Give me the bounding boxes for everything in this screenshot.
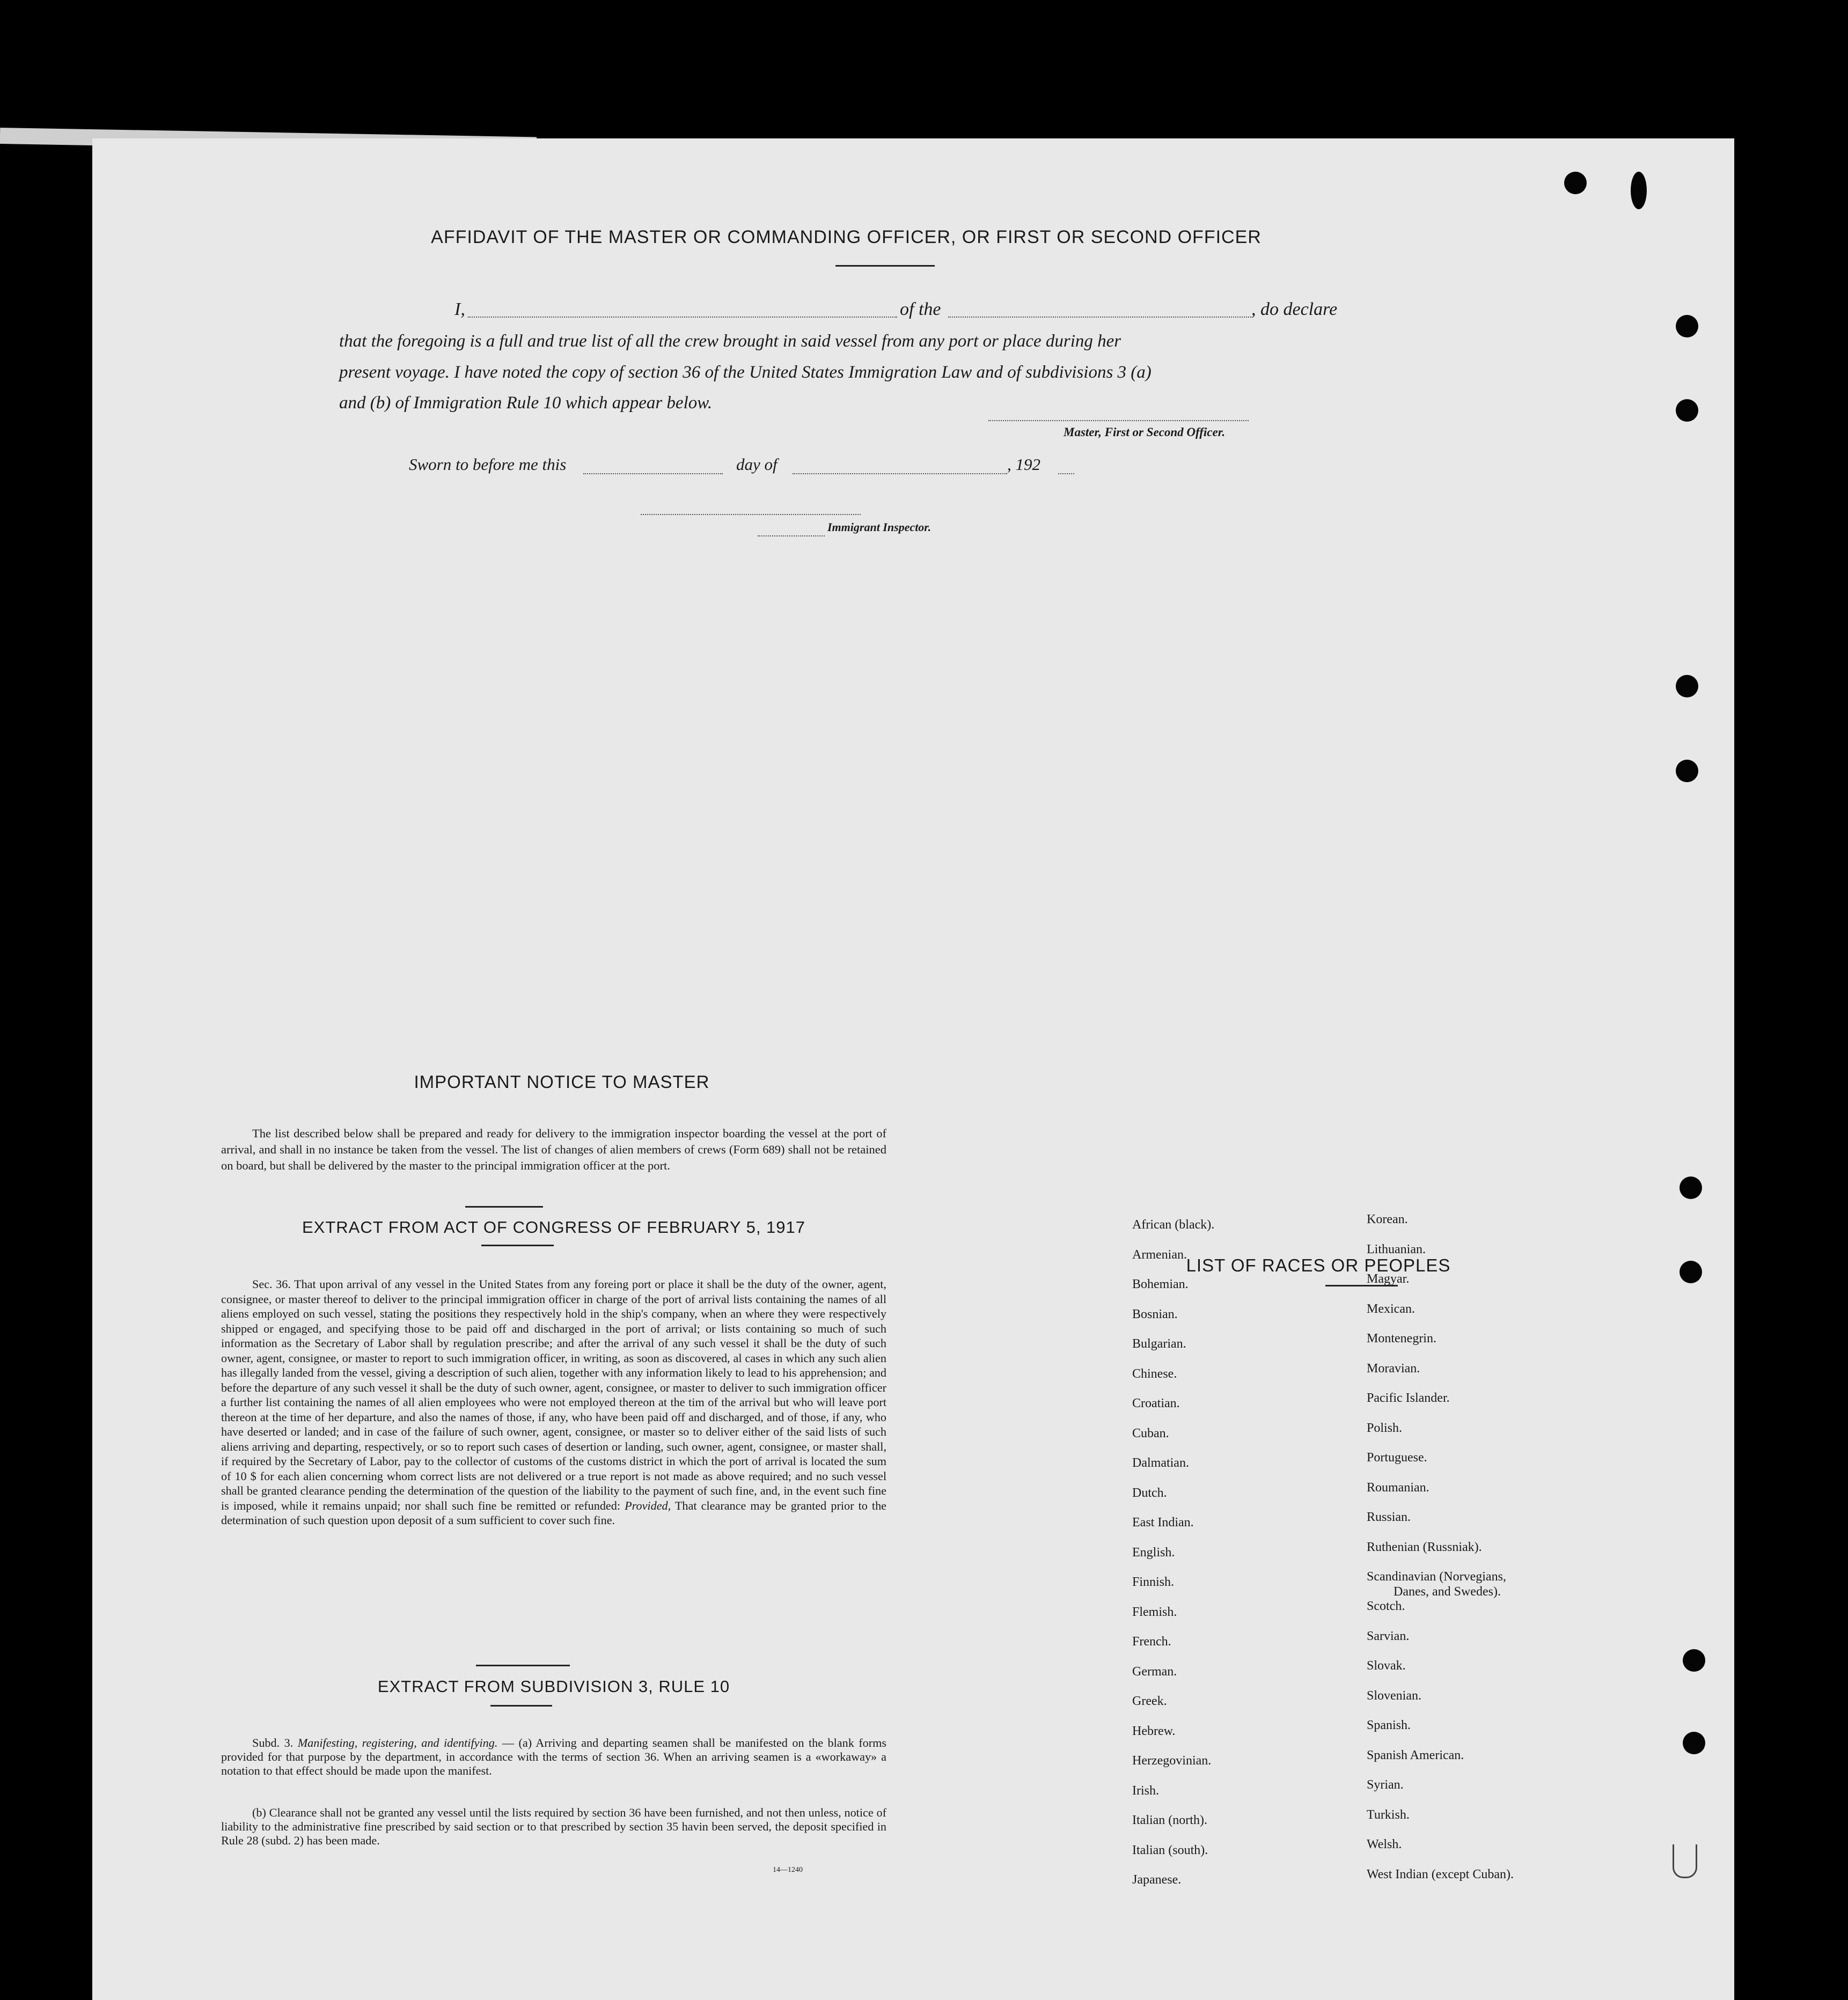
act-extract-title: EXTRACT FROM ACT OF CONGRESS OF FEBRUARY 5, 1917 [302, 1218, 806, 1237]
race-item: French. [1132, 1635, 1171, 1649]
affidavit-do-declare: , do declare [1251, 299, 1338, 319]
races-title: LIST OF RACES OR PEOPLES [1186, 1255, 1451, 1275]
punch-hole [1676, 675, 1698, 697]
race-item: Hebrew. [1132, 1724, 1176, 1738]
affidavit-title: AFFIDAVIT OF THE MASTER OR COMMANDING OFFICER, OR FIRST OR SECOND OFFICER [431, 227, 1262, 247]
notice-text: The list described below shall be prepared and ready for delivery to the immigration inspector boarding the vessel at the port of arrival, and shall in no instance be taken from the vessel. The list of changes of alien members of crews (Form 689) shall not be retained on board, but shall be delivered by the master to the principal immigration officer at the port. [221, 1127, 886, 1172]
affidavit-of-the: of the [900, 299, 941, 319]
race-item: Portuguese. [1367, 1451, 1427, 1465]
punch-hole [1676, 315, 1698, 337]
inspector-signature-line-2 [758, 535, 825, 536]
rule-extract-title: EXTRACT FROM SUBDIVISION 3, RULE 10 [377, 1677, 730, 1696]
race-item: Scotch. [1367, 1599, 1405, 1613]
day-field-line[interactable] [583, 473, 723, 474]
race-item: Irish. [1132, 1783, 1159, 1798]
race-item: Danes, and Swedes). [1394, 1585, 1501, 1599]
punch-hole [1683, 1732, 1705, 1754]
provided-word: Provided, [625, 1498, 671, 1512]
race-item: Spanish. [1367, 1718, 1411, 1732]
race-item: Armenian. [1132, 1247, 1187, 1262]
form-number: 14—1240 [773, 1866, 803, 1874]
races-right-column [1367, 1212, 1514, 1897]
affidavit-body-line: that the foregoing is a full and true list of all the crew brought in said vessel from any port or place during her [339, 332, 1121, 351]
race-item: Croatian. [1132, 1396, 1180, 1410]
race-item: Italian (south). [1132, 1843, 1208, 1857]
race-item: Herzegovinian. [1132, 1754, 1212, 1768]
race-item: Finnish. [1132, 1575, 1175, 1589]
affidavit-body-line: and (b) of Immigration Rule 10 which appear below. [339, 393, 713, 413]
title-underline [835, 265, 935, 267]
vessel-field-line[interactable] [948, 317, 1251, 318]
notice-title: IMPORTANT NOTICE TO MASTER [414, 1072, 710, 1092]
month-field-line[interactable] [793, 473, 1007, 474]
race-item: Lithuanian. [1367, 1242, 1426, 1256]
race-item: Sarvian. [1367, 1629, 1410, 1643]
affidavit-body-line: present voyage. I have noted the copy of section 36 of the United States Immigration Law and of subdivisions 3 (a) [339, 363, 1152, 382]
document-page [92, 138, 1734, 2000]
punch-hole [1683, 1649, 1705, 1672]
punch-hole [1680, 1177, 1702, 1199]
race-item: English. [1132, 1545, 1175, 1560]
race-item: Greek. [1132, 1694, 1167, 1708]
race-item: German. [1132, 1664, 1177, 1679]
punch-hole [1631, 172, 1647, 209]
races-left-column [1132, 1218, 1214, 1903]
officer-signature-caption: Master, First or Second Officer. [1064, 425, 1226, 439]
race-item: Bosnian. [1132, 1307, 1178, 1321]
rule-extract-text-b: (b) Clearance shall not be granted any vessel until the lists required by section 36 have been furnished, and not then unless, notice of liability to the administrative fine prescribed by said section or to that prescribed by section 35 havin been served, the deposit specified in Rule 28 (subd. 2) has been made. [221, 1806, 886, 1847]
year-prefix: , 192 [1007, 455, 1040, 474]
race-item: Pacific Islander. [1367, 1391, 1450, 1405]
subd-label: Subd. 3. [252, 1736, 294, 1749]
race-item: Scandinavian (Norvegians, [1367, 1570, 1506, 1584]
race-item: Welsh. [1367, 1837, 1402, 1851]
race-item: Ruthenian (Russniak). [1367, 1540, 1482, 1554]
race-item: Montenegrin. [1367, 1332, 1436, 1345]
race-item: Chinese. [1132, 1366, 1177, 1381]
race-item: Bohemian. [1132, 1277, 1189, 1291]
race-item: Russian. [1367, 1510, 1411, 1524]
officer-signature-line[interactable] [988, 420, 1249, 421]
race-item: Turkish. [1367, 1807, 1410, 1822]
race-item: Cuban. [1132, 1426, 1169, 1440]
race-item: Magyar. [1367, 1272, 1410, 1286]
race-item: Dutch. [1132, 1486, 1167, 1500]
rule-extract-text [221, 1736, 886, 1778]
race-item: Slovak. [1367, 1659, 1406, 1673]
section-label: Sec. 36. [252, 1277, 291, 1291]
race-item: Roumanian. [1367, 1480, 1429, 1495]
name-field-line[interactable] [468, 317, 897, 318]
race-item: Dalmatian. [1132, 1456, 1189, 1470]
day-of-label: day of [736, 455, 778, 474]
race-item: West Indian (except Cuban). [1367, 1867, 1514, 1881]
race-item: Italian (north). [1132, 1813, 1207, 1827]
section-body: That upon arrival of any vessel in the United States from any foreing port or place it shall be the duty of the owner, agent, consignee, or master thereof to deliver to the principal immigration officer in charge of the port of arrival lists containing the names of all aliens employed on such vessel, stating the positions they respectively hold in the ship's company, when an where they were respectively shipped or engaged, and specifying those to be paid off and discharged in the port of arrival; or lists containing so much of such information as the Secretary of Labor shall by regulation prescribe; and after the arrival of any such vessel it shall be the duty of such owner, agent, consignee, or master to report to such immigration officer, in writing, as soon as discovered, al cases in which any such alien has illegally landed from the vessel, giving a description of such alien, together with any information likely to lead to his apprehension; and before the departure of any such vessel it shall be the duty of such owner, agent, consignee, or master to deliver to such immigration officer a further list containing the names of all alien employees who were not employed thereon at the tim of the arrival but who will leave port thereon at the time of her departure, and also the names of those, if any, who have been paid off and discharged, and of those, if any, who have deserted or landed; and in case of the failure of such owner, agent, consignee, or master so to deliver either of the said lists of such aliens arriving and departing, respectively, or so to report such cases of desertion or landing, such owner, agent, consignee, or master shall, if required by the Secretary of Labor, pay to the collector of customs of the customs district in which the port of arrival is located the sum of 10 $ for each alien concerning whom correct lists are not delivered or a true report is not made as above required; and no such vessel shall be granted clearance pending the determination of the question of the liability to the payment of such fine, and, in the event such fine is imposed, while it remains unpaid; nor shall such fine be remitted or refunded: [221, 1277, 886, 1512]
year-field-line[interactable] [1058, 473, 1074, 474]
race-item: Mexican. [1367, 1302, 1415, 1316]
punch-hole [1676, 760, 1698, 782]
margin-page-mark [1673, 1844, 1697, 1878]
subd-heading: Manifesting, registering, and identifying. [297, 1736, 498, 1749]
punch-hole [1564, 172, 1587, 194]
race-item: East Indian. [1132, 1516, 1194, 1530]
race-item: Bulgarian. [1132, 1337, 1186, 1351]
sworn-prefix: Sworn to before me this [409, 455, 567, 474]
race-item: Flemish. [1132, 1605, 1177, 1619]
race-item: Syrian. [1367, 1778, 1404, 1792]
punch-hole [1676, 399, 1698, 422]
inspector-caption: Immigrant Inspector. [827, 520, 932, 534]
punch-hole [1680, 1261, 1702, 1283]
title-underline [490, 1705, 552, 1707]
subd-para-a: — (a) Arriving and departing seamen shall be manifested on the blank forms provided for that purpose by the department, in accordance with the terms of section 36. When an arriving seamen is a «workaway» a notation to that effect should be made upon the manifest. [221, 1736, 887, 1777]
title-underline [481, 1245, 554, 1246]
race-item: Japanese. [1132, 1873, 1182, 1887]
race-item: Polish. [1367, 1421, 1403, 1435]
act-extract-text [221, 1277, 886, 1528]
race-item: Spanish American. [1367, 1748, 1464, 1762]
affidavit-i-label: I, [454, 299, 465, 319]
inspector-signature-line[interactable] [641, 514, 861, 515]
race-item: Moravian. [1367, 1361, 1420, 1376]
race-item: Korean. [1367, 1212, 1408, 1226]
section-body-end: That clearance may be granted prior to the determination of such question upon deposit of a sum sufficient to cover such fine. [221, 1498, 887, 1527]
divider [465, 1206, 543, 1208]
race-item: Slovenian. [1367, 1688, 1421, 1703]
divider [476, 1665, 570, 1666]
race-item: African (black). [1132, 1218, 1215, 1232]
